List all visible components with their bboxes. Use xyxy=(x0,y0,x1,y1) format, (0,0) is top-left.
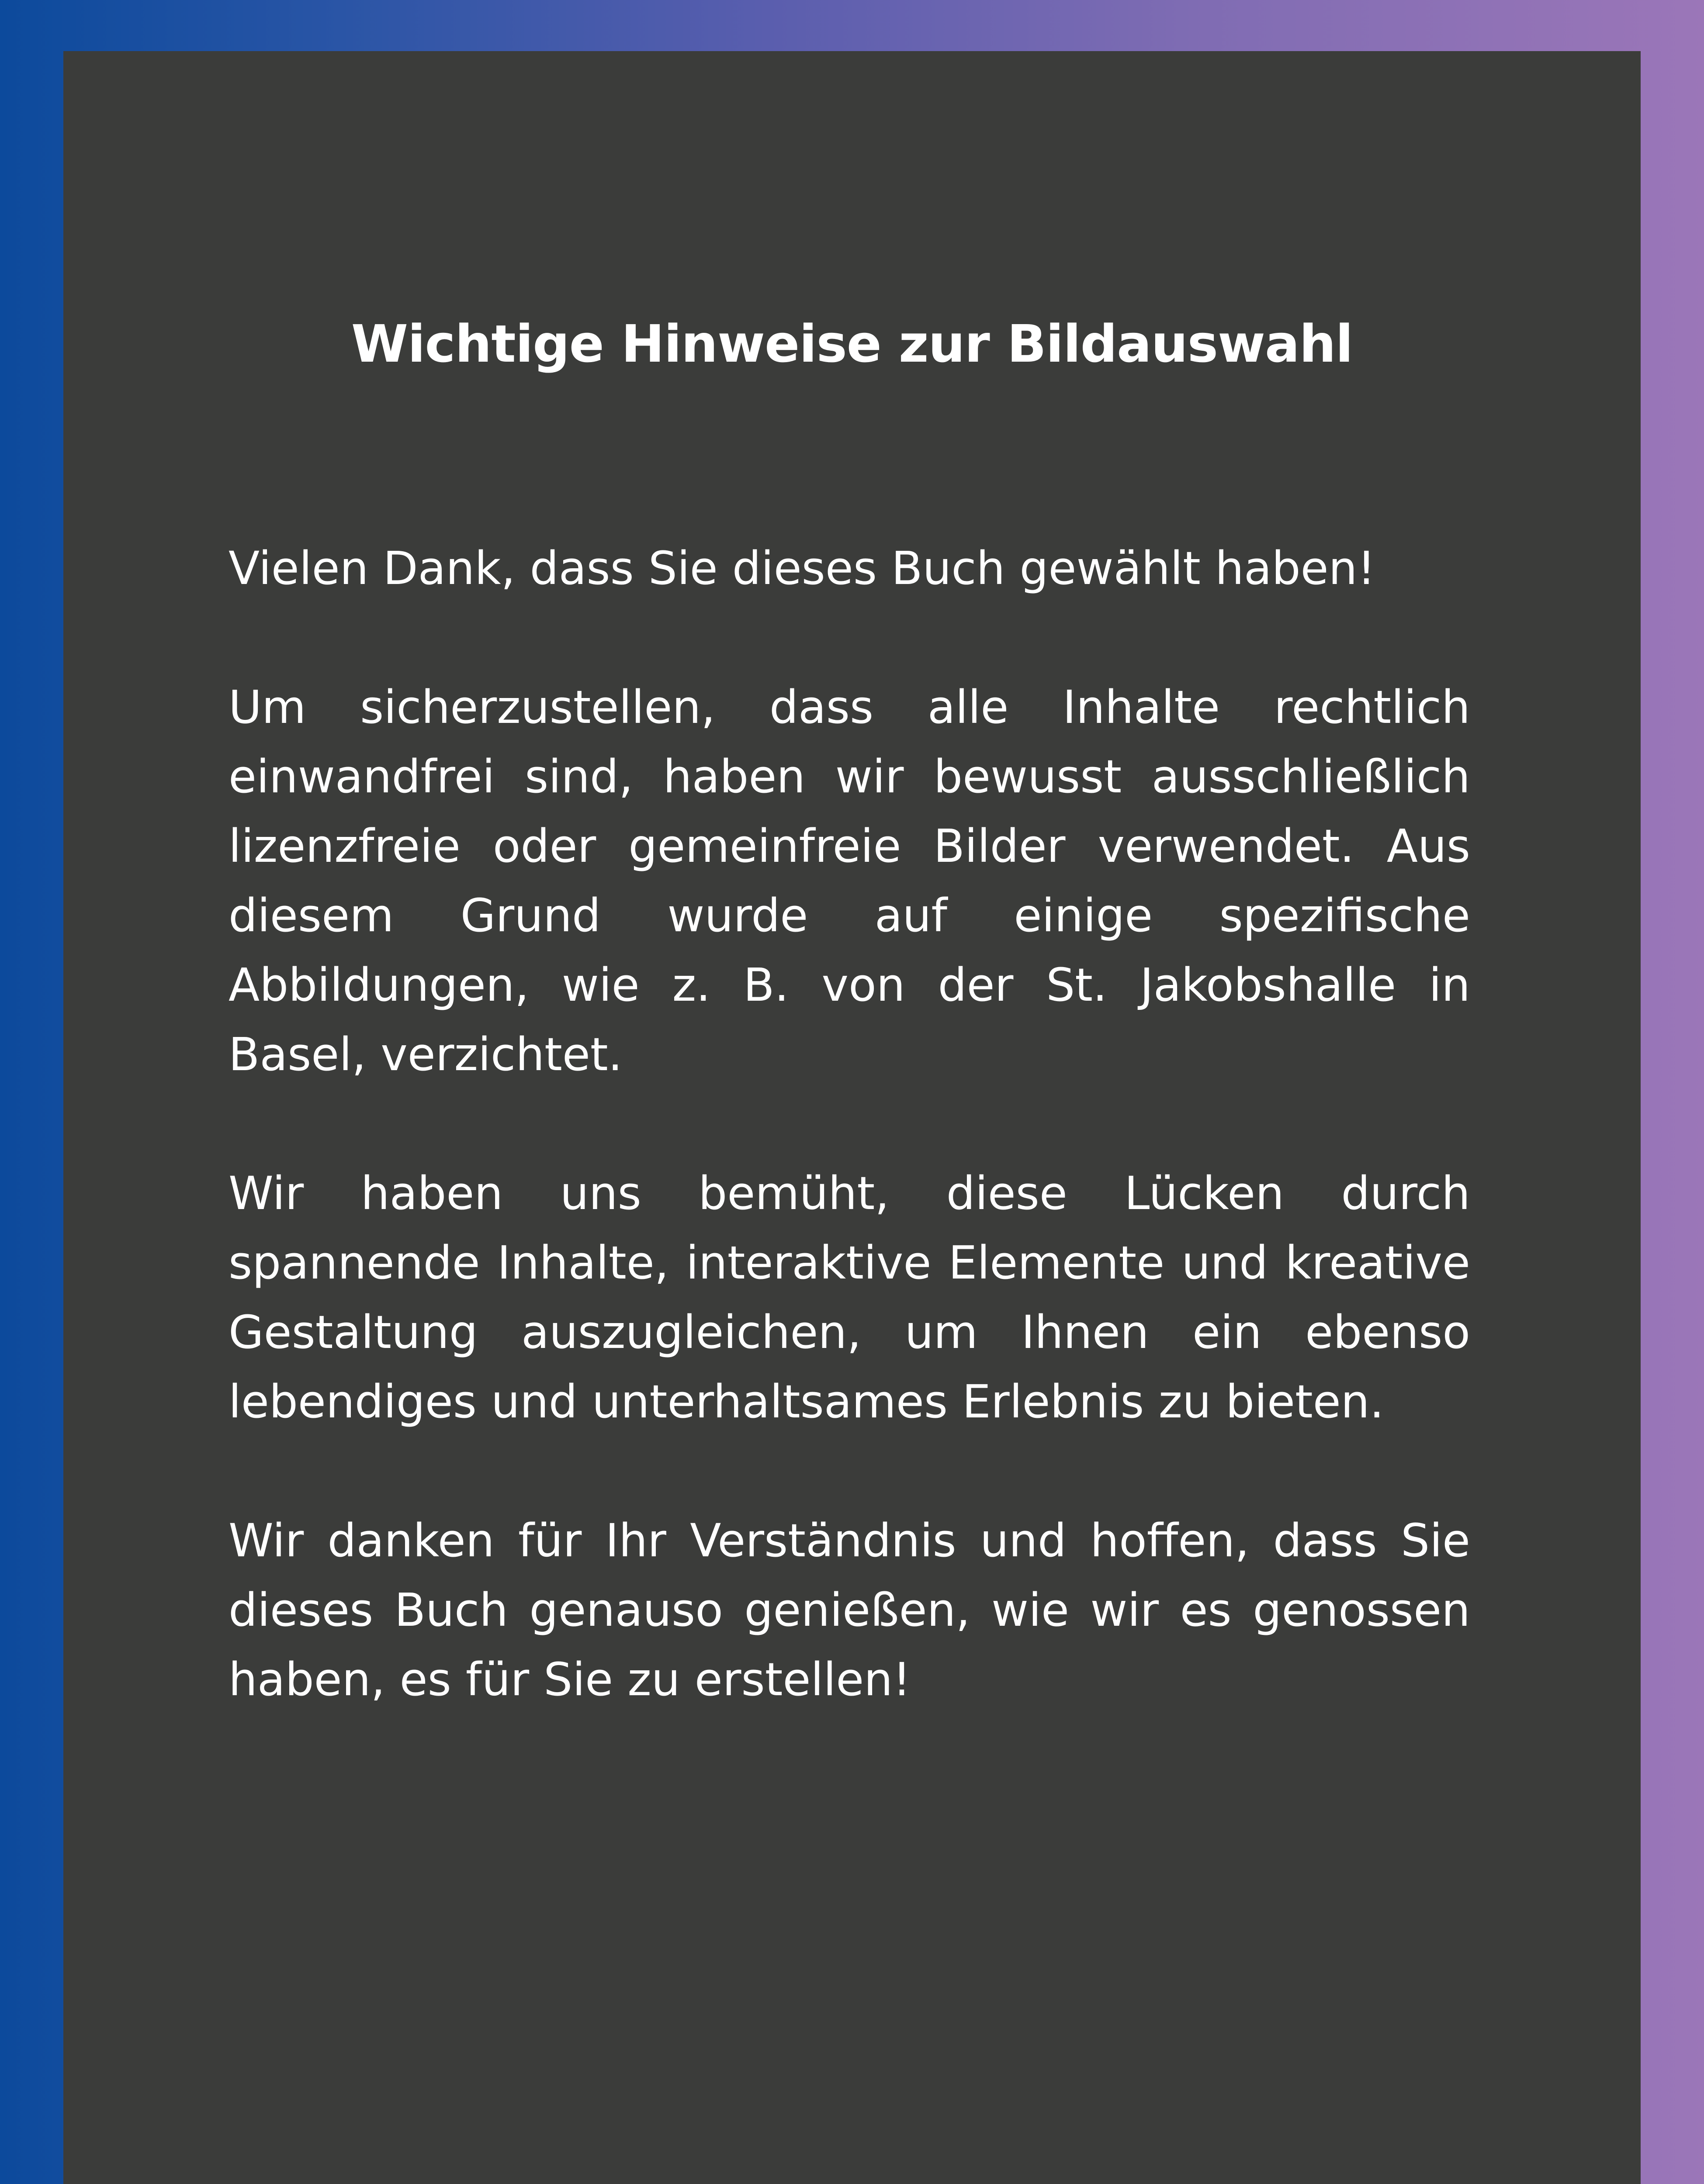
body-text xyxy=(229,534,1470,1784)
paragraph-license: Um sicherzustellen, dass alle Inhalte rechtlich einwandfrei sind, haben wir bewusst ausschließlich lizenzfreie oder gemeinfreie Bilder verwendet. Aus diesem Grund wurde auf einige spezifische Abbildungen, wie z. B. von der St. Jakobshalle in Basel, verzichtet. xyxy=(229,681,1470,1081)
paragraph-closing: Wir danken für Ihr Verständnis und hoffen, dass Sie dieses Buch genauso genießen, wie wir es genossen haben, es für Sie zu erstellen! xyxy=(229,1514,1470,1706)
page-title: Wichtige Hinweise zur Bildauswahl xyxy=(351,314,1353,374)
page-panel xyxy=(63,51,1641,2184)
paragraph-thanks: Vielen Dank, dass Sie dieses Buch gewählt haben! xyxy=(229,542,1376,595)
paragraph-content: Wir haben uns bemüht, diese Lücken durch spannende Inhalte, interaktive Elemente und kreative Gestaltung auszugleichen, um Ihnen ein ebenso lebendiges und unterhaltsames Erlebnis zu bieten. xyxy=(229,1167,1470,1428)
